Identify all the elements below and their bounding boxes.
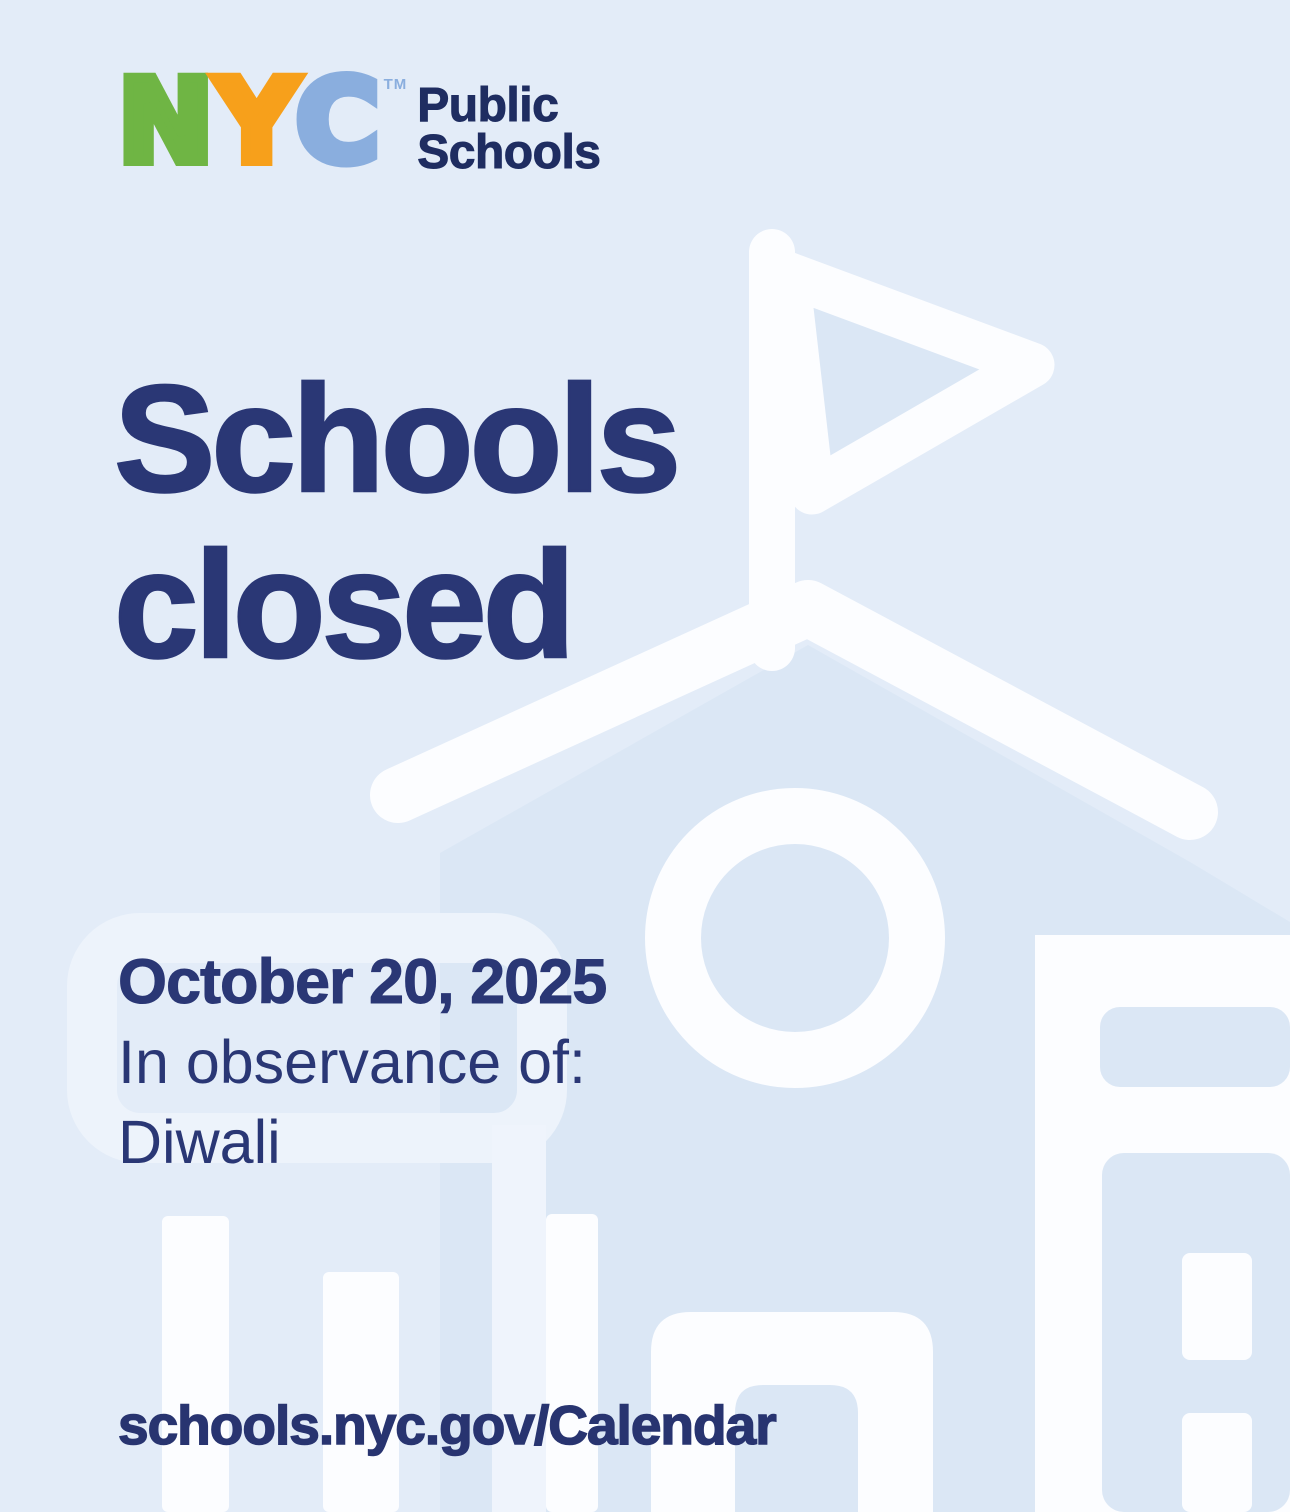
calendar-url: schools.nyc.gov/Calendar <box>118 1394 776 1456</box>
headline-line2: closed <box>114 520 572 690</box>
right-building-floor-band-1 <box>1100 1007 1290 1087</box>
left-column-1 <box>162 1216 229 1512</box>
logo-wordmark-line2: Schools <box>417 126 601 179</box>
right-building-window-1 <box>1182 1253 1252 1360</box>
closure-date: October 20, 2025 <box>118 947 607 1017</box>
observance-label: In observance of: <box>118 1028 586 1096</box>
logo-wordmark <box>417 79 601 179</box>
left-column-3 <box>546 1214 598 1512</box>
closure-details <box>118 942 606 1182</box>
holiday-name: Diwali <box>118 1108 281 1176</box>
trademark-symbol: TM <box>383 76 408 93</box>
left-column-2 <box>323 1272 399 1512</box>
nyc-public-schools-logo <box>118 55 601 188</box>
logo-letter-y: Y <box>215 55 296 188</box>
logo-letter-n: N <box>118 55 216 188</box>
headline-line1: Schools <box>114 354 678 524</box>
logo-letter-c: C <box>295 55 382 188</box>
right-building-window-2 <box>1182 1413 1252 1512</box>
logo-wordmark-line1: Public <box>417 79 559 132</box>
headline <box>114 356 677 688</box>
nyc-logo-letters <box>118 55 382 188</box>
